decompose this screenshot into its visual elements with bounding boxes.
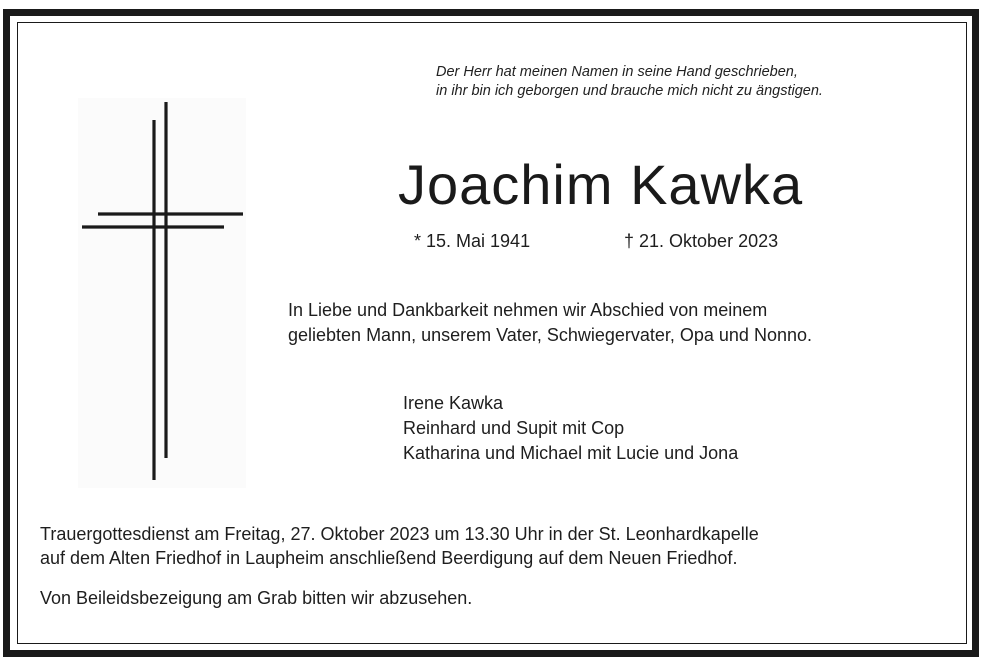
cross-icon [78,98,246,488]
death-date: † 21. Oktober 2023 [624,231,779,251]
mourner-2: Reinhard und Supit mit Cop [403,418,625,438]
mourner-3: Katharina und Michael mit Lucie und Jona [403,443,739,463]
deceased-name: Joachim Kawka [398,153,804,216]
verse-line-2: in ihr bin ich geborgen und brauche mich nicht zu ängstigen. [436,83,823,99]
mourners-list [403,391,738,466]
funeral-service-info [40,522,759,570]
farewell-text [288,298,812,348]
verse-line-1: Der Herr hat meinen Namen in seine Hand geschrieben, [436,64,798,80]
farewell-line-2: geliebten Mann, unserem Vater, Schwiegervater, Opa und Nonno. [288,325,812,345]
birth-date: * 15. Mai 1941 [414,231,531,251]
farewell-line-1: In Liebe und Dankbarkeit nehmen wir Abschied von meinem [288,300,768,320]
service-line-1: Trauergottesdienst am Freitag, 27. Oktober 2023 um 13.30 Uhr in der St. Leonhardkapelle [40,524,759,544]
condolence-note: Von Beileidsbezeigung am Grab bitten wir abzusehen. [40,588,473,608]
mourner-1: Irene Kawka [403,393,504,413]
service-line-2: auf dem Alten Friedhof in Laupheim anschließend Beerdigung auf dem Neuen Friedhof. [40,548,738,568]
bible-verse [436,63,956,101]
